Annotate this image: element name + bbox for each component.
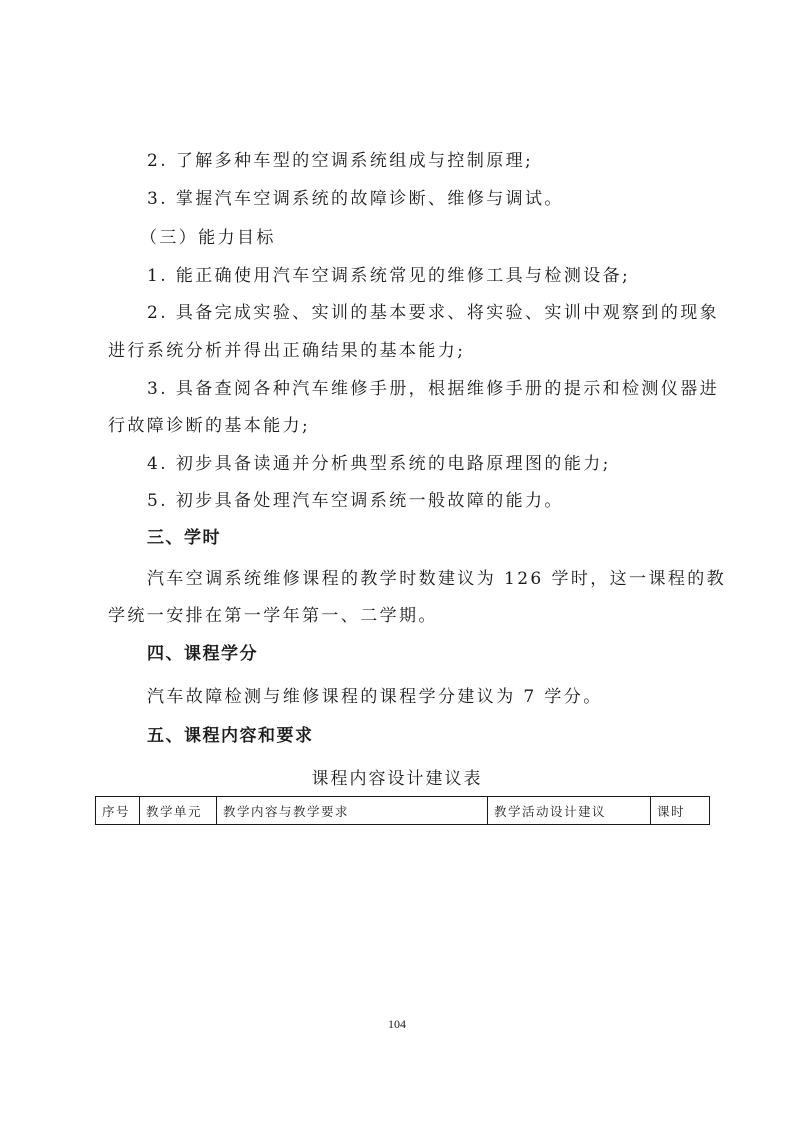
section-heading-credits: 四、课程学分: [147, 644, 258, 664]
table-title: 课程内容设计建议表: [311, 769, 483, 789]
col-header-activities: 教学活动设计建议: [488, 797, 651, 825]
hours-paragraph: 汽车空调系统维修课程的教学时数建议为 126 学时，这一课程的教: [147, 569, 727, 589]
credits-paragraph: 汽车故障检测与维修课程的课程学分建议为 7 学分。: [147, 687, 603, 707]
objective-item-3: 3. 掌握汽车空调系统的故障诊断、维修与调试。: [147, 189, 564, 209]
ability-item-2: 2. 具备完成实验、实训的基本要求、将实验、实训中观察到的现象: [147, 303, 720, 323]
ability-item-2-cont: 进行系统分析并得出正确结果的基本能力;: [108, 341, 466, 361]
col-header-hours: 课时: [651, 797, 710, 825]
page-number: 104: [388, 1017, 406, 1031]
table-header-row: [96, 797, 710, 825]
section-heading-hours: 三、学时: [147, 528, 221, 548]
ability-item-3-cont: 行故障诊断的基本能力;: [108, 416, 311, 436]
section-heading-content: 五、课程内容和要求: [147, 726, 314, 746]
ability-item-1: 1. 能正确使用汽车空调系统常见的维修工具与检测设备;: [147, 266, 631, 286]
col-header-content: 教学内容与教学要求: [217, 797, 488, 825]
ability-item-3: 3. 具备查阅各种汽车维修手册，根据维修手册的提示和检测仪器进: [147, 379, 720, 399]
ability-item-4: 4. 初步具备读通并分析典型系统的电路原理图的能力;: [147, 454, 611, 474]
course-content-table: [95, 796, 710, 825]
col-header-index: 序号: [96, 797, 140, 825]
col-header-unit: 教学单元: [140, 797, 217, 825]
ability-item-5: 5. 初步具备处理汽车空调系统一般故障的能力。: [147, 491, 564, 511]
hours-paragraph-cont: 学统一安排在第一学年第一、二学期。: [108, 606, 438, 626]
subheading-ability-goals: （三）能力目标: [140, 228, 276, 248]
objective-item-2: 2. 了解多种车型的空调系统组成与控制原理;: [147, 151, 534, 171]
